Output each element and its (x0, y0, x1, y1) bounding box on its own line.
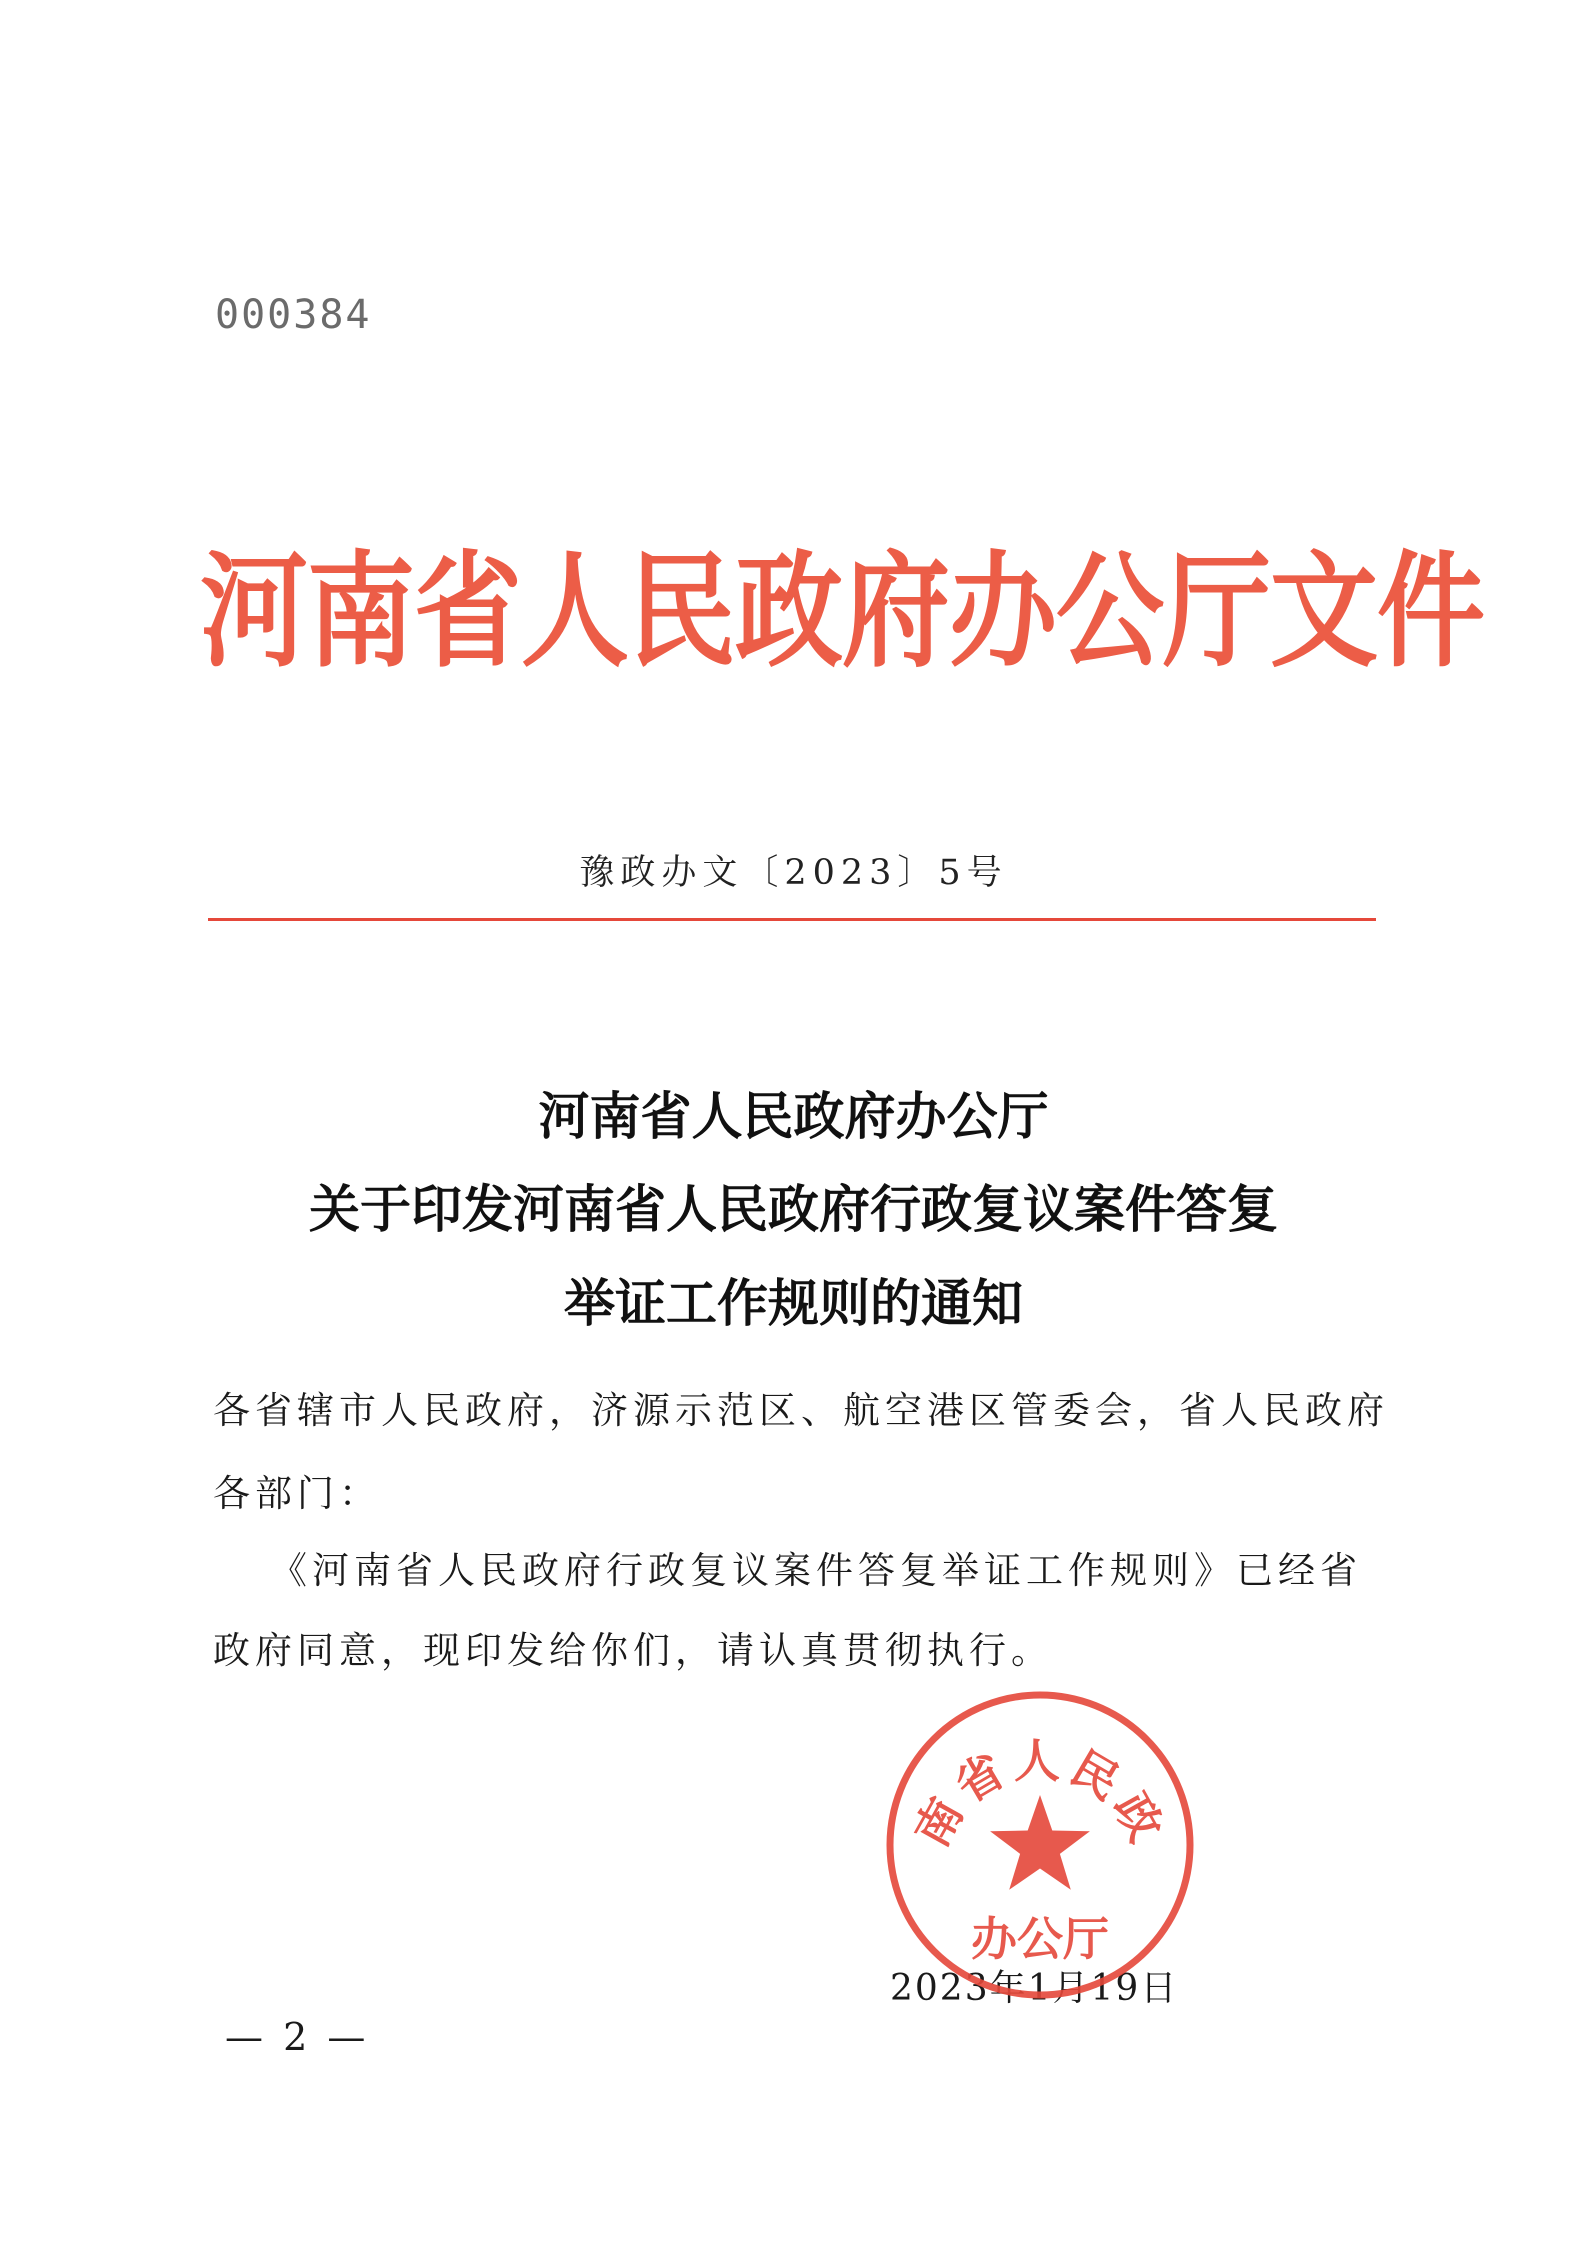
masthead-title: 河南省人民政府办公厅文件 (200, 540, 1485, 685)
body-line-2: 政府同意，现印发给你们，请认真贯彻执行。 (213, 1629, 1053, 1672)
document-number: 豫政办文〔2023〕5号 (579, 853, 1008, 893)
official-seal (880, 1690, 1200, 2000)
title-line-2: 关于印发河南省人民政府行政复议案件答复 (308, 1180, 1278, 1240)
body-line-1: 《河南省人民政府行政复议案件答复举证工作规则》已经省 (270, 1549, 1362, 1592)
title-line-3: 举证工作规则的通知 (563, 1274, 1023, 1334)
addressee-line-1: 各省辖市人民政府，济源示范区、航空港区管委会，省人民政府 (213, 1389, 1389, 1432)
star-icon (990, 1795, 1090, 1890)
red-divider-line (208, 918, 1376, 921)
serial-number: 000384 (215, 292, 372, 338)
issue-date: 2023年1月19日 (890, 1968, 1179, 2009)
seal-arc-text: 南省人民政 (904, 1734, 1176, 1856)
addressee-line-2: 各部门： (213, 1472, 381, 1515)
title-line-1: 河南省人民政府办公厅 (538, 1087, 1049, 1147)
seal-center-text: 办公厅 (971, 1912, 1109, 1966)
page-number: — 2 — (225, 2015, 370, 2059)
